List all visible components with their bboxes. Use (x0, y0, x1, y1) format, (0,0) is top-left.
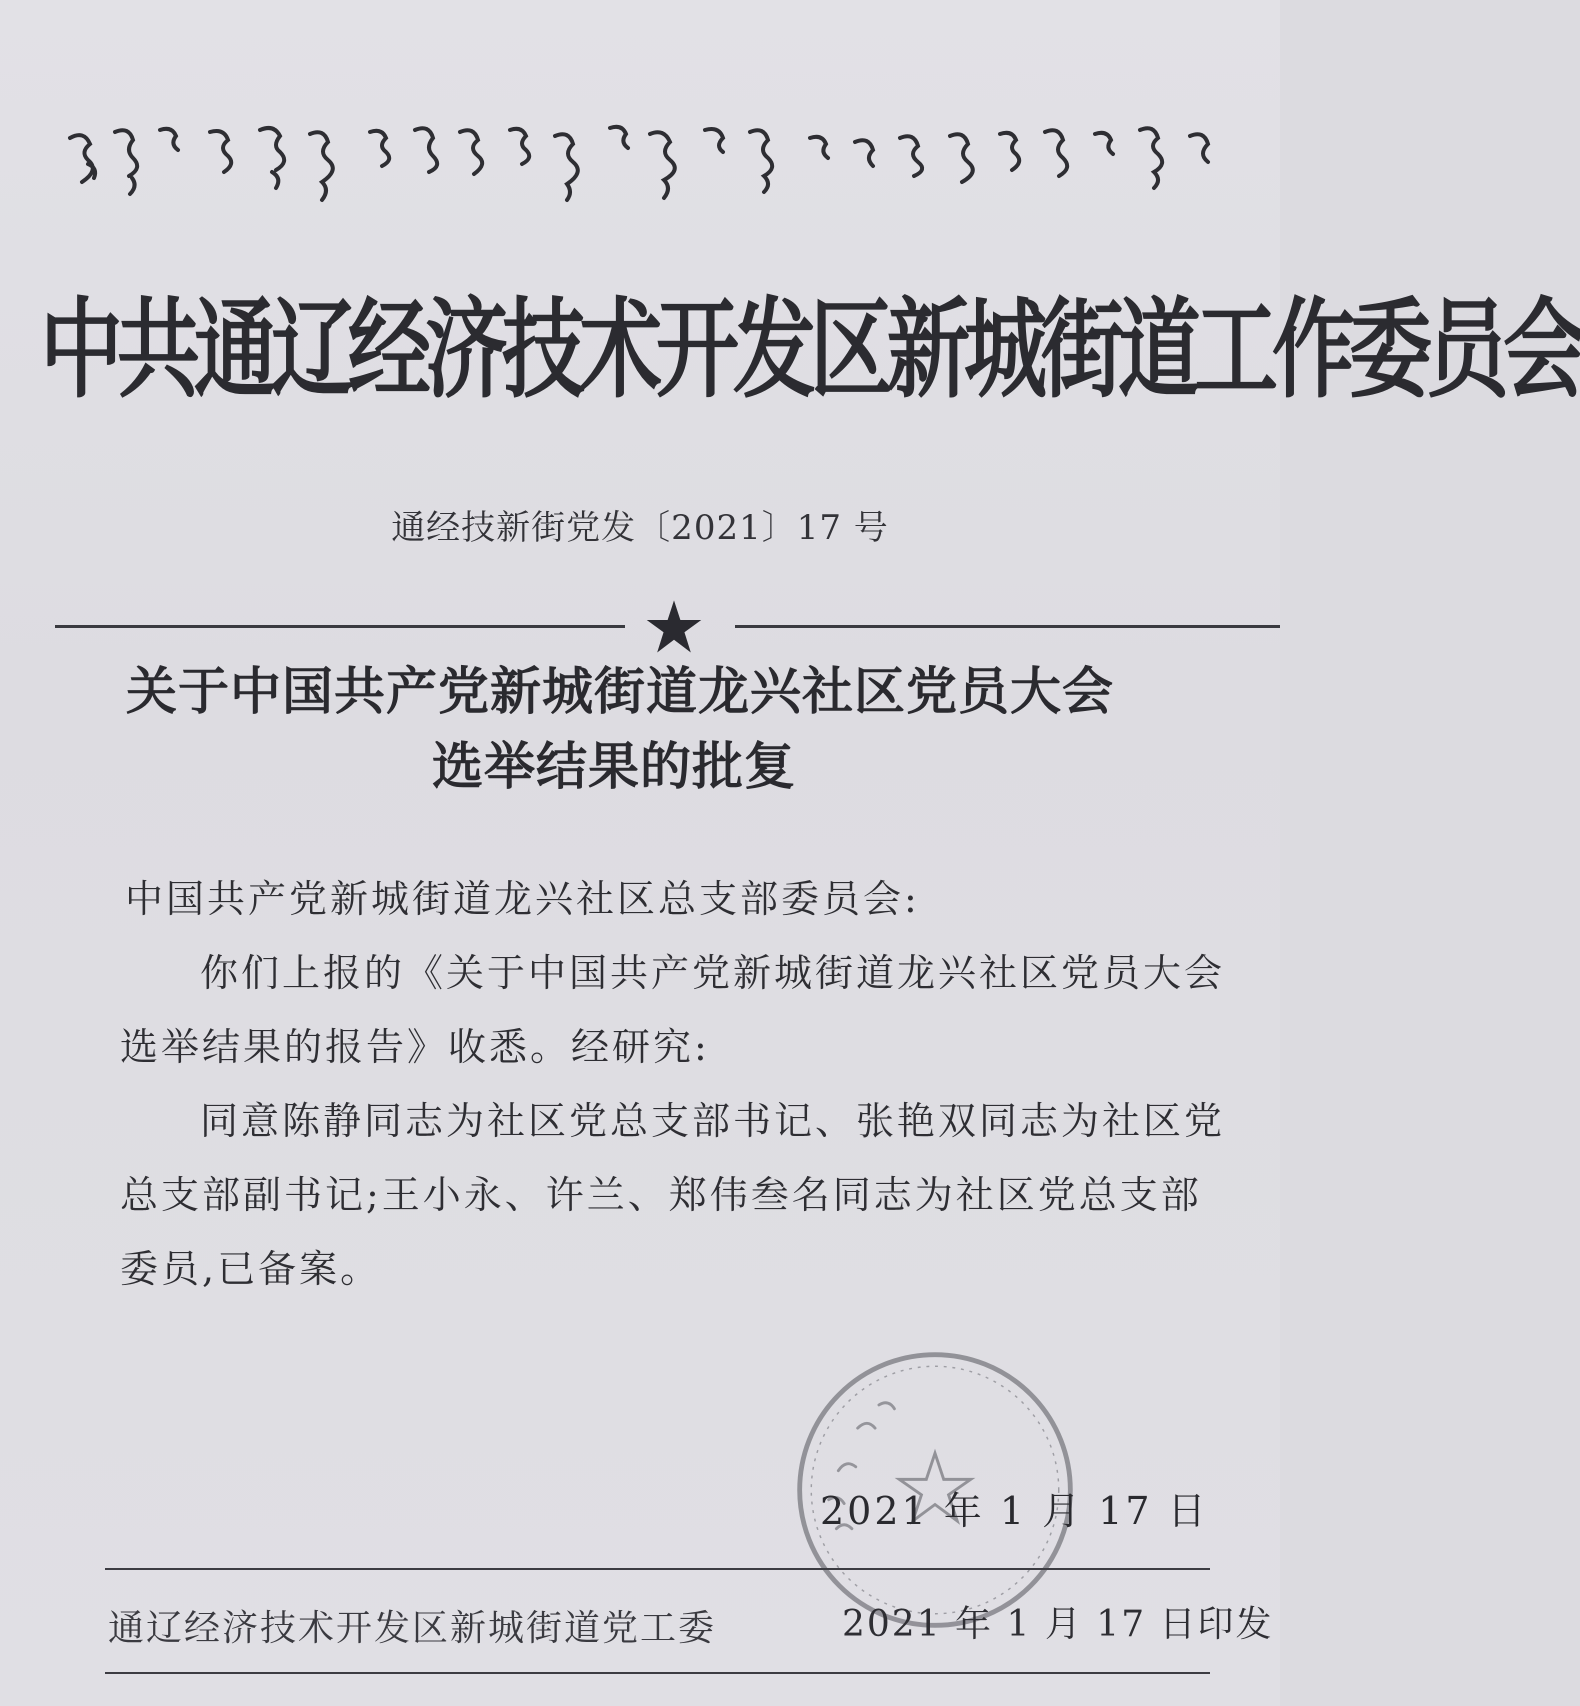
signature-date: 2021 年 1 月 17 日 (820, 1489, 1209, 1533)
star-icon (645, 598, 703, 656)
body-paragraph-1-line-2: 选举结果的报告》收悉。经研究: (120, 1025, 710, 1069)
issuer-title: 中共通辽经济技术开发区新城街道工作委员会 (40, 286, 1580, 413)
body-paragraph-2-line-1: 同意陈静同志为社区党总支部书记、张艳双同志为社区党 (200, 1099, 1226, 1143)
red-divider-left (55, 625, 625, 628)
body-paragraph-2-line-3: 委员,已备案。 (120, 1247, 382, 1291)
body-paragraph-2-line-2: 总支部副书记;王小永、许兰、郑伟叁名同志为社区党总支部 (120, 1173, 1202, 1217)
document-title-line-2: 选举结果的批复 (431, 738, 796, 797)
document-number: 通经技新街党发〔2021〕17 号 (391, 508, 889, 548)
footer-issuing-office: 通辽经济技术开发区新城街道党工委 (108, 1608, 717, 1649)
addressee: 中国共产党新城街道龙兴社区总支部委员会: (125, 877, 920, 921)
body-paragraph-1-line-1: 你们上报的《关于中国共产党新城街道龙兴社区党员大会 (200, 951, 1226, 995)
footer-print-date: 2021 年 1 月 17 日印发 (842, 1604, 1274, 1645)
mongolian-script-header (60, 118, 1240, 208)
footer-rule-top (105, 1568, 1210, 1570)
footer-rule-bottom (105, 1672, 1210, 1674)
document-title-line-1: 关于中国共产党新城街道龙兴社区党员大会 (125, 663, 1114, 722)
red-divider-right (735, 625, 1280, 628)
